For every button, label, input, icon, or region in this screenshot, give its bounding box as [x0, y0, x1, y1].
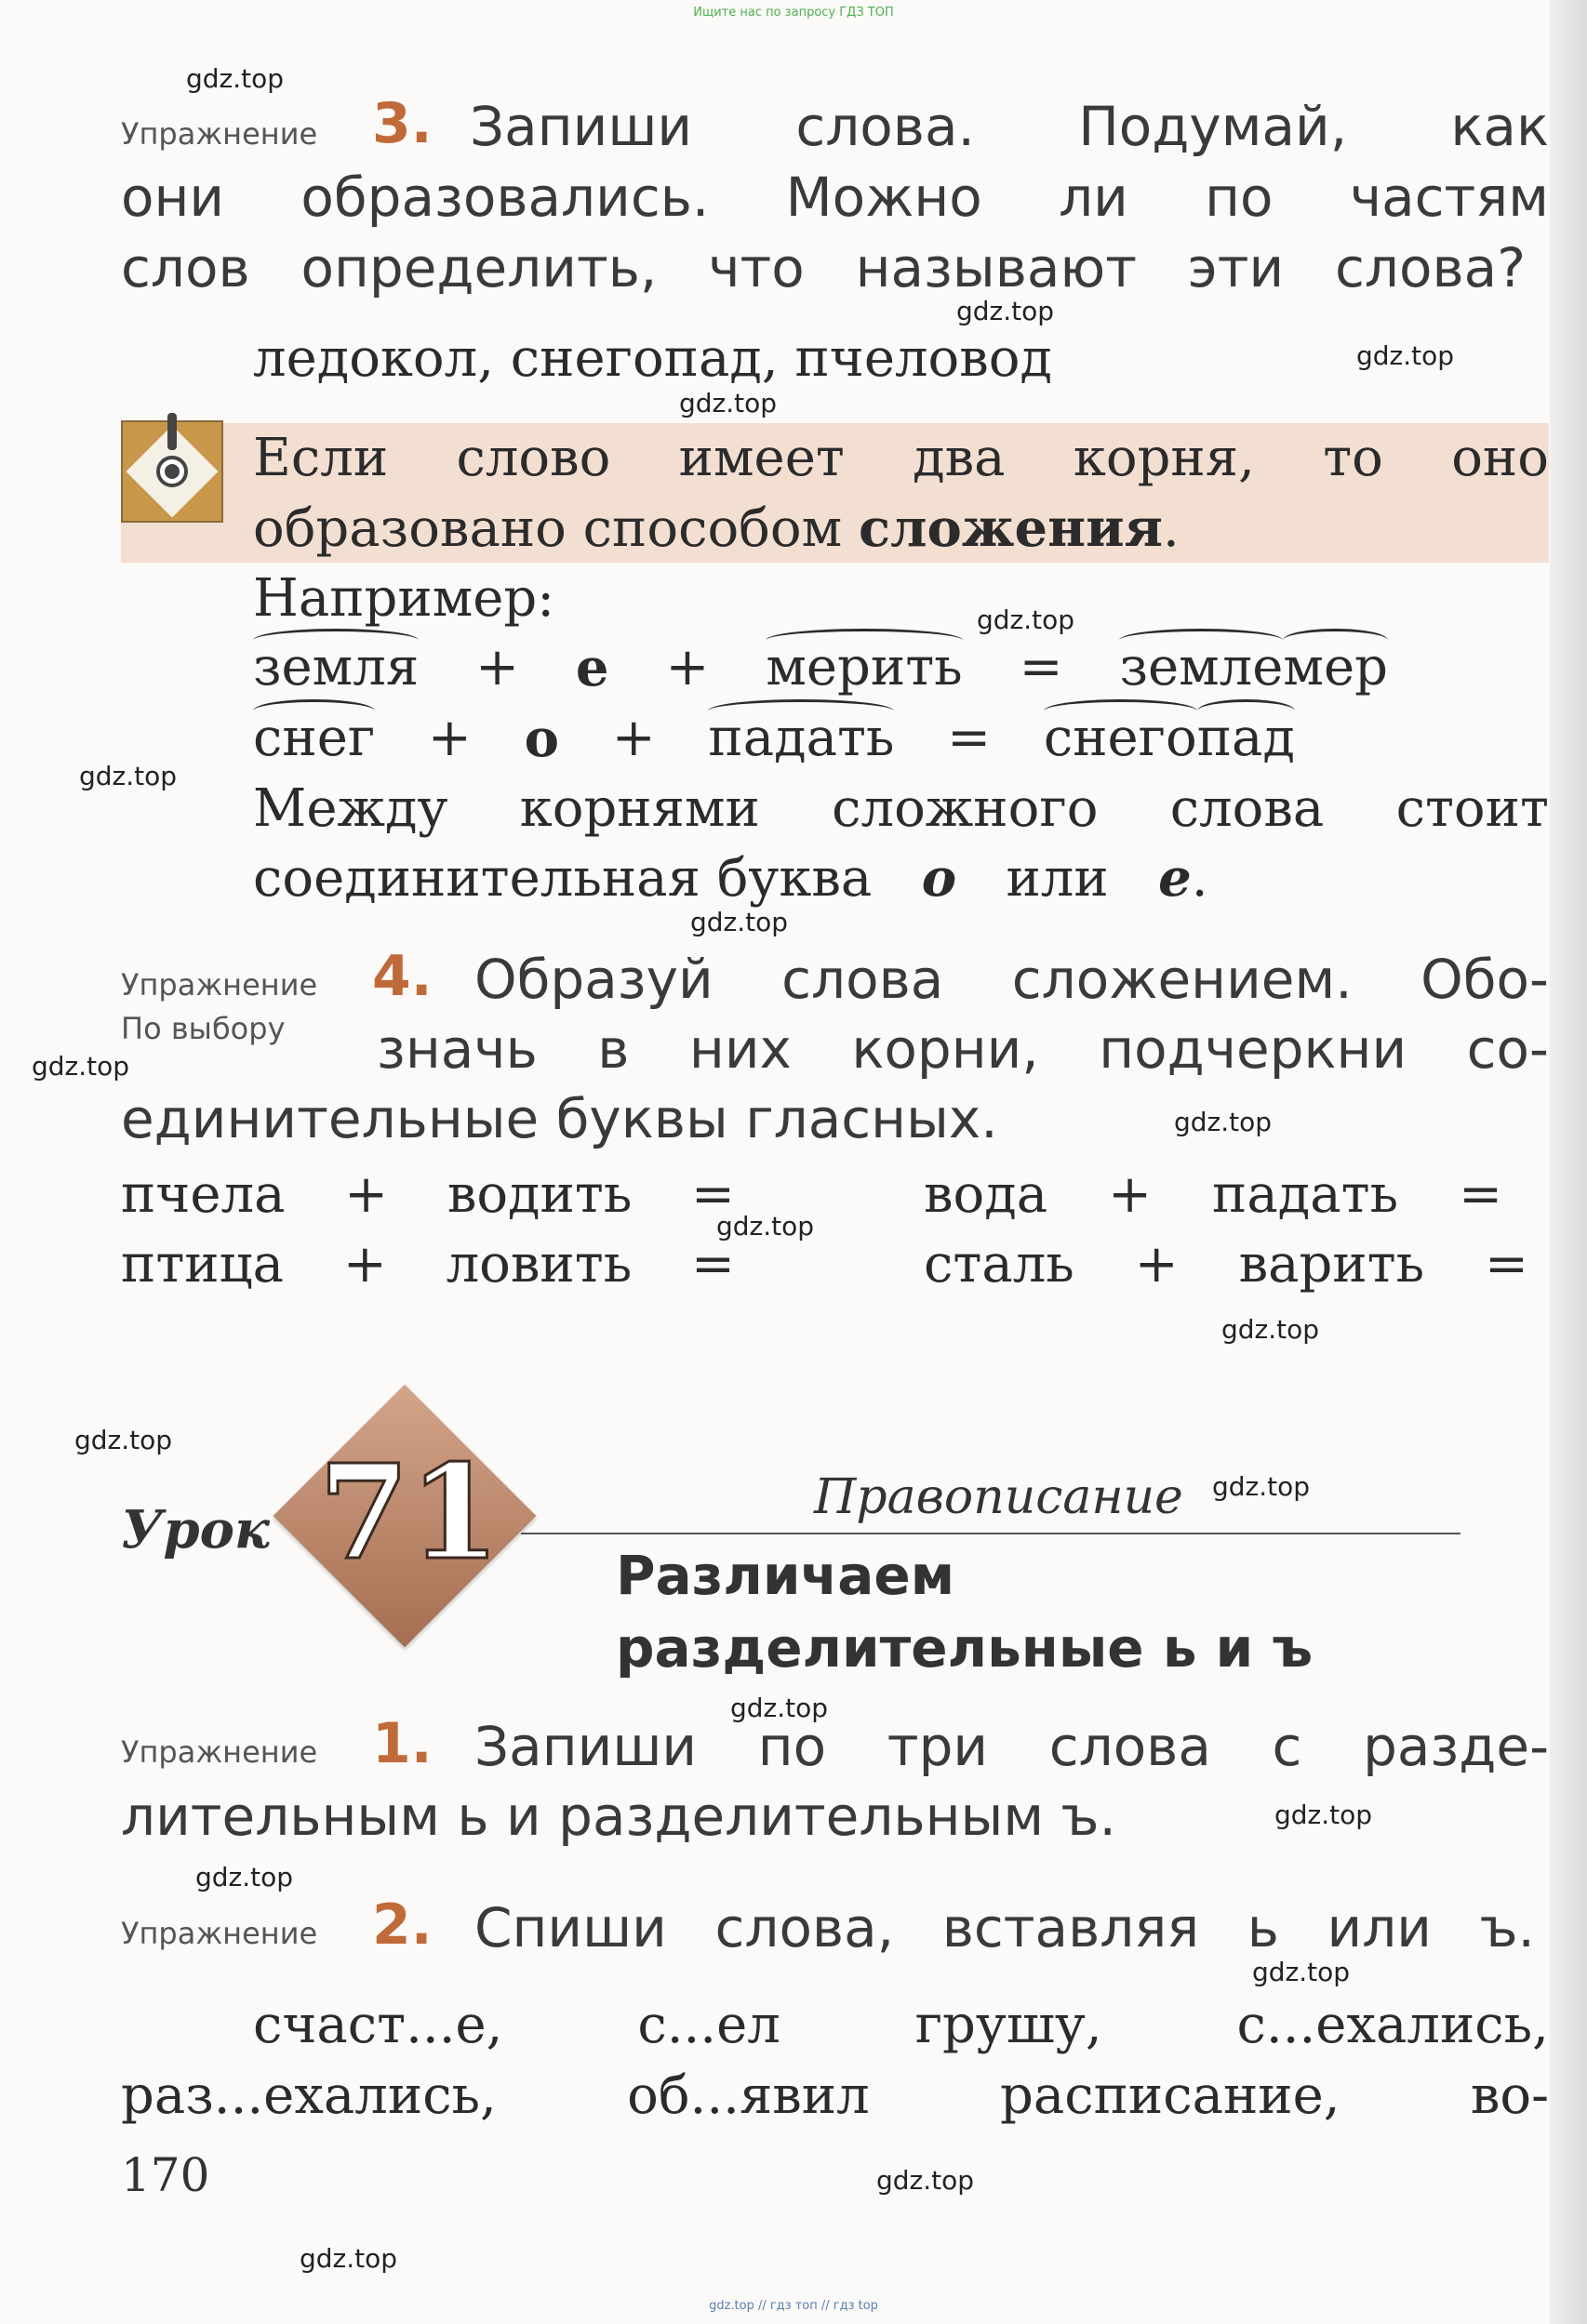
rule-text: соединительная буква — [253, 848, 873, 909]
word: что — [708, 236, 805, 299]
word: вода — [924, 1164, 1048, 1225]
exercise-1-line-1 — [474, 1711, 1549, 1782]
word: или — [1327, 1896, 1432, 1959]
word: корня, — [1073, 428, 1255, 488]
word: стоит — [1395, 778, 1549, 839]
watermark: gdz.top — [956, 296, 1055, 326]
exercise-2-line-1 — [474, 1892, 1535, 1963]
rule-example-1 — [253, 632, 1388, 703]
word: Если — [253, 428, 389, 488]
word: них — [688, 1017, 792, 1081]
root: пад — [1197, 703, 1295, 774]
rule-text: образовано способом — [253, 498, 843, 559]
rule-line-1 — [253, 423, 1549, 494]
exercise-3-line-3 — [121, 232, 1526, 303]
word: во- — [1470, 2065, 1549, 2126]
root: земле — [1119, 632, 1283, 703]
plus: + — [1108, 1164, 1153, 1225]
word: грушу, — [914, 1995, 1102, 2055]
word: с...ел — [637, 1995, 780, 2055]
rule-line-3: Например: — [253, 568, 555, 629]
rule-line-2 — [253, 493, 1180, 564]
exercise-choice-label: По выбору — [121, 1011, 286, 1046]
word: вставляя — [941, 1896, 1200, 1959]
word-pair — [924, 1160, 1502, 1230]
word: слова, — [714, 1896, 895, 1959]
root: земля — [253, 632, 419, 703]
watermark: gdz.top — [690, 907, 789, 937]
word: эти — [1187, 236, 1285, 299]
watermark: gdz.top — [730, 1693, 829, 1723]
watermark: gdz.top — [186, 63, 285, 94]
word: с — [1272, 1715, 1302, 1778]
section-title: Правописание — [814, 1469, 1183, 1525]
exercise-number: 3. — [372, 91, 433, 156]
root: падать — [708, 703, 894, 774]
rule-term: сложения — [858, 498, 1163, 559]
word: сталь — [924, 1234, 1074, 1295]
plus: + — [665, 637, 710, 697]
word: Запиши — [474, 1715, 698, 1778]
word: ь — [1247, 1896, 1279, 1959]
result-word — [1119, 632, 1388, 703]
exercise-label: Упражнение — [121, 1734, 318, 1770]
word: слова — [1169, 778, 1325, 839]
exercise-number: 4. — [372, 944, 433, 1009]
word: по — [1205, 166, 1274, 229]
watermark: gdz.top — [32, 1051, 130, 1082]
watermark: gdz.top — [1252, 1957, 1351, 1987]
link-letter: о — [921, 847, 957, 909]
word: слова — [781, 948, 944, 1011]
word: образовались. — [300, 166, 710, 229]
word: Запиши — [470, 95, 693, 158]
watermark: gdz.top — [876, 2165, 975, 2196]
equals: = — [1485, 1234, 1528, 1295]
exercise-label: Упражнение — [121, 116, 318, 152]
word: сложного — [832, 778, 1099, 839]
word: водить — [447, 1164, 633, 1225]
exercise-label: Упражнение — [121, 1916, 318, 1951]
word: варить — [1238, 1234, 1425, 1295]
word: птица — [121, 1234, 285, 1295]
rule-line-7 — [253, 843, 1208, 914]
root: снег — [253, 703, 375, 774]
word: корни, — [851, 1017, 1039, 1081]
word: ли — [1059, 166, 1128, 229]
word: частям — [1349, 166, 1549, 229]
lesson-label: Урок — [121, 1499, 270, 1560]
watermark: gdz.top — [1212, 1471, 1311, 1502]
word-pair — [924, 1229, 1528, 1300]
word: слова? — [1335, 236, 1526, 299]
exercise-label: Упражнение — [121, 967, 318, 1003]
link-letter: е — [1158, 847, 1192, 909]
lesson-number: 71 — [318, 1437, 500, 1589]
word: корнями — [519, 778, 760, 839]
word-pair — [121, 1229, 735, 1300]
word: Обо- — [1420, 948, 1549, 1011]
plus: + — [1134, 1234, 1179, 1295]
watermark: gdz.top — [74, 1425, 173, 1455]
word: со- — [1466, 1017, 1549, 1081]
exercise-2-line-2 — [253, 1990, 1549, 2061]
word: определить, — [300, 236, 658, 299]
word: об...явил — [627, 2065, 870, 2126]
watermark: gdz.top — [195, 1862, 294, 1892]
word: Спиши — [474, 1896, 667, 1959]
link-letter: о — [524, 708, 559, 769]
word: называют — [855, 236, 1138, 299]
watermark: gdz.top — [679, 388, 778, 418]
word: имеет — [678, 428, 845, 488]
punct: . — [1191, 848, 1208, 909]
word: сложением. — [1011, 948, 1353, 1011]
watermark: gdz.top — [1274, 1799, 1373, 1830]
top-note: Ищите нас по запросу ГДЗ ТОП — [693, 6, 894, 20]
root: снего — [1044, 703, 1197, 774]
exercise-4-line-2 — [377, 1014, 1549, 1084]
plus: + — [611, 708, 656, 768]
word: по — [757, 1715, 827, 1778]
equals: = — [691, 1234, 735, 1295]
plus: + — [344, 1164, 389, 1225]
word: слова. — [795, 95, 975, 158]
word: значь — [377, 1017, 538, 1081]
word: или — [1006, 848, 1109, 909]
watermark: gdz.top — [1174, 1107, 1273, 1137]
word: расписание, — [999, 2065, 1340, 2126]
exercise-number: 1. — [372, 1711, 433, 1776]
word: оно — [1451, 428, 1549, 488]
word: Можно — [785, 166, 982, 229]
exercise-2-line-3 — [121, 2061, 1549, 2131]
exercise-1-line-2: лительным ь и разделительным ъ. — [121, 1785, 1116, 1848]
word: два — [913, 428, 1006, 488]
exercise-4-line-3: единительные буквы гласных. — [121, 1087, 998, 1150]
watermark: gdz.top — [1356, 340, 1455, 371]
word: пчела — [121, 1164, 286, 1225]
rule-icon — [121, 420, 223, 523]
word: ловить — [446, 1234, 633, 1295]
equals: = — [947, 708, 992, 768]
word: Образуй — [474, 948, 713, 1011]
exercise-3-line-2 — [121, 162, 1549, 232]
page-number: 170 — [121, 2148, 210, 2202]
plus: + — [342, 1234, 387, 1295]
equals: = — [1459, 1164, 1502, 1225]
exercise-3-words: ледокол, снегопад, пчеловод — [253, 328, 1052, 389]
exercise-number: 2. — [372, 1892, 433, 1958]
word: Подумай, — [1078, 95, 1348, 158]
word: подчеркни — [1099, 1017, 1407, 1081]
exercise-3-line-1 — [470, 91, 1549, 162]
word: с...ехались, — [1236, 1995, 1549, 2055]
word: как — [1450, 95, 1549, 158]
root: мер — [1283, 632, 1388, 703]
word: счаст...е, — [253, 1995, 503, 2055]
lesson-title-line-1: Различаем — [616, 1544, 955, 1607]
watermark: gdz.top — [300, 2243, 398, 2274]
equals: = — [691, 1164, 735, 1225]
word: слово — [456, 428, 611, 488]
word: три — [887, 1715, 989, 1778]
word: они — [121, 166, 225, 229]
plus: + — [475, 637, 519, 697]
watermark: gdz.top — [716, 1211, 815, 1242]
page-edge-shadow — [1550, 0, 1587, 2324]
plus: + — [427, 708, 472, 768]
word: слова — [1048, 1715, 1211, 1778]
word: слов — [121, 236, 250, 299]
exercise-4-line-1 — [474, 944, 1549, 1015]
watermark: gdz.top — [79, 761, 178, 791]
bottom-note: gdz.top // гдз топ // гдз top — [709, 2299, 878, 2313]
word: раз...ехались, — [121, 2065, 497, 2126]
section-divider — [521, 1533, 1460, 1534]
link-letter: е — [575, 637, 609, 698]
word: падать — [1212, 1164, 1399, 1225]
word: разде- — [1363, 1715, 1549, 1778]
result-word — [1044, 703, 1295, 774]
word: Между — [253, 778, 448, 839]
watermark: gdz.top — [977, 604, 1075, 635]
rule-line-6 — [253, 774, 1549, 844]
punct: . — [1162, 498, 1180, 559]
word: ъ. — [1479, 1896, 1535, 1959]
watermark: gdz.top — [1221, 1314, 1320, 1345]
word: в — [597, 1017, 630, 1081]
root: мерить — [766, 632, 962, 703]
equals: = — [1019, 637, 1063, 697]
word: то — [1323, 428, 1383, 488]
rule-example-2 — [253, 703, 1295, 774]
word-pair — [121, 1160, 735, 1230]
lesson-title-line-2: разделительные ь и ъ — [616, 1616, 1314, 1680]
